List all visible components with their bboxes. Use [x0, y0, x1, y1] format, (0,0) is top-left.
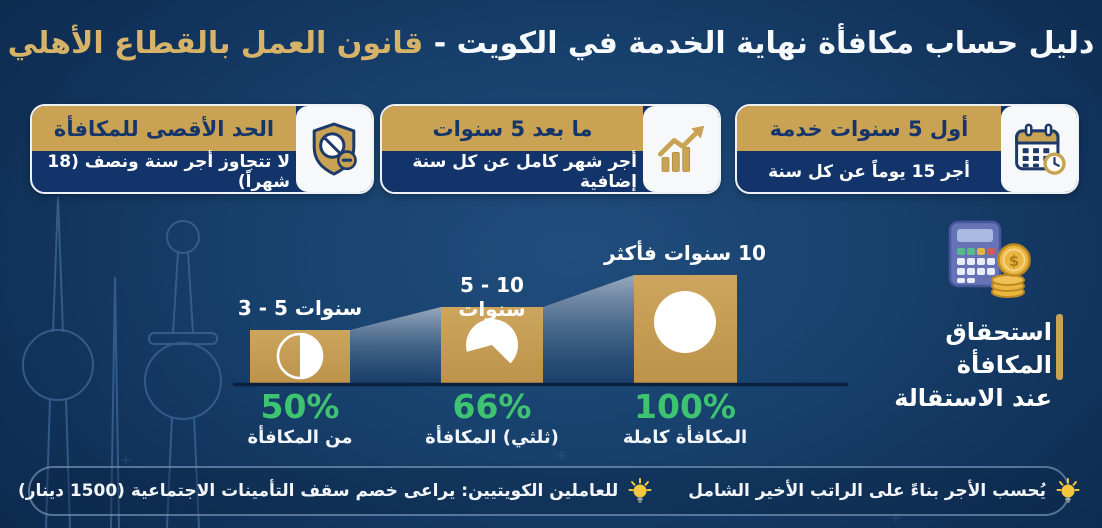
page-title	[0, 26, 1102, 61]
calendar-clock-icon	[1008, 118, 1070, 180]
card-header: أول 5 سنوات خدمة	[737, 106, 1001, 151]
card-text-column	[32, 106, 296, 192]
bar-category-label: 3 - 5 سنوات	[237, 296, 363, 320]
resignation-caption-line1: استحقاق المكافأة	[945, 318, 1052, 380]
bar-sub-label: من المكافأة	[247, 427, 353, 448]
background-plus-mark: +	[120, 452, 132, 468]
page-title-separator: -	[423, 26, 457, 61]
card-text-column	[382, 106, 643, 192]
card-icon-box	[643, 106, 719, 192]
card-header: الحد الأقصى للمكافأة	[32, 106, 296, 151]
card-icon-box	[296, 106, 372, 192]
bar-value-label: 100%	[634, 387, 736, 426]
card-body-text: أجر 15 يوماً عن كل سنة	[768, 161, 970, 182]
bar-category-label: 5 - 10 سنوات	[458, 273, 526, 321]
footnote-text: للعاملين الكويتيين: يراعى خصم سقف التأمينات الاجتماعية (1500 دينار)	[17, 481, 619, 501]
card-text-column	[737, 106, 1001, 192]
growth-chart-icon	[650, 118, 712, 180]
card-body-text: أجر شهر كامل عن كل سنة إضافية	[412, 151, 637, 192]
bar-value-label: 50%	[260, 387, 340, 426]
lightbulb-icon	[628, 478, 652, 505]
full-circle-icon	[654, 291, 716, 353]
card-max-gratuity	[30, 104, 374, 194]
page-title-highlight: قانون العمل بالقطاع الأهلي	[7, 26, 424, 61]
page-title-main: دليل حساب مكافأة نهاية الخدمة في الكويت	[456, 26, 1095, 61]
resignation-caption-line2: عند الاستقالة	[894, 384, 1052, 413]
lightbulb-icon	[1056, 478, 1080, 505]
background-plus-mark: +	[556, 448, 568, 464]
footnote-kuwaiti-workers	[18, 478, 652, 505]
card-header: ما بعد 5 سنوات	[382, 106, 643, 151]
bar-value-label: 66%	[452, 387, 532, 426]
background-plus-mark: +	[890, 510, 902, 526]
card-after-5-years	[380, 104, 721, 194]
shield-limit-icon	[303, 118, 365, 180]
gold-accent-bar	[1056, 314, 1063, 380]
bar-category-label: 10 سنوات فأكثر	[604, 241, 766, 265]
card-first-5-years	[735, 104, 1079, 194]
footnote-salary-basis	[688, 478, 1080, 505]
card-body-text: لا تتجاوز أجر سنة ونصف (18 شهراً)	[47, 151, 290, 192]
bar-sub-label: (ثلثي) المكافأة	[425, 427, 559, 448]
footnote-bar	[17, 466, 1070, 516]
dollar-symbol: $	[1008, 252, 1020, 270]
resignation-caption	[856, 316, 1052, 415]
card-icon-box	[1001, 106, 1077, 192]
calculator-coins-icon	[946, 220, 1034, 302]
bar-sub-label: المكافأة كاملة	[622, 427, 748, 448]
footnote-text: يُحسب الأجر بناءً على الراتب الأخير الشامل	[688, 481, 1047, 501]
